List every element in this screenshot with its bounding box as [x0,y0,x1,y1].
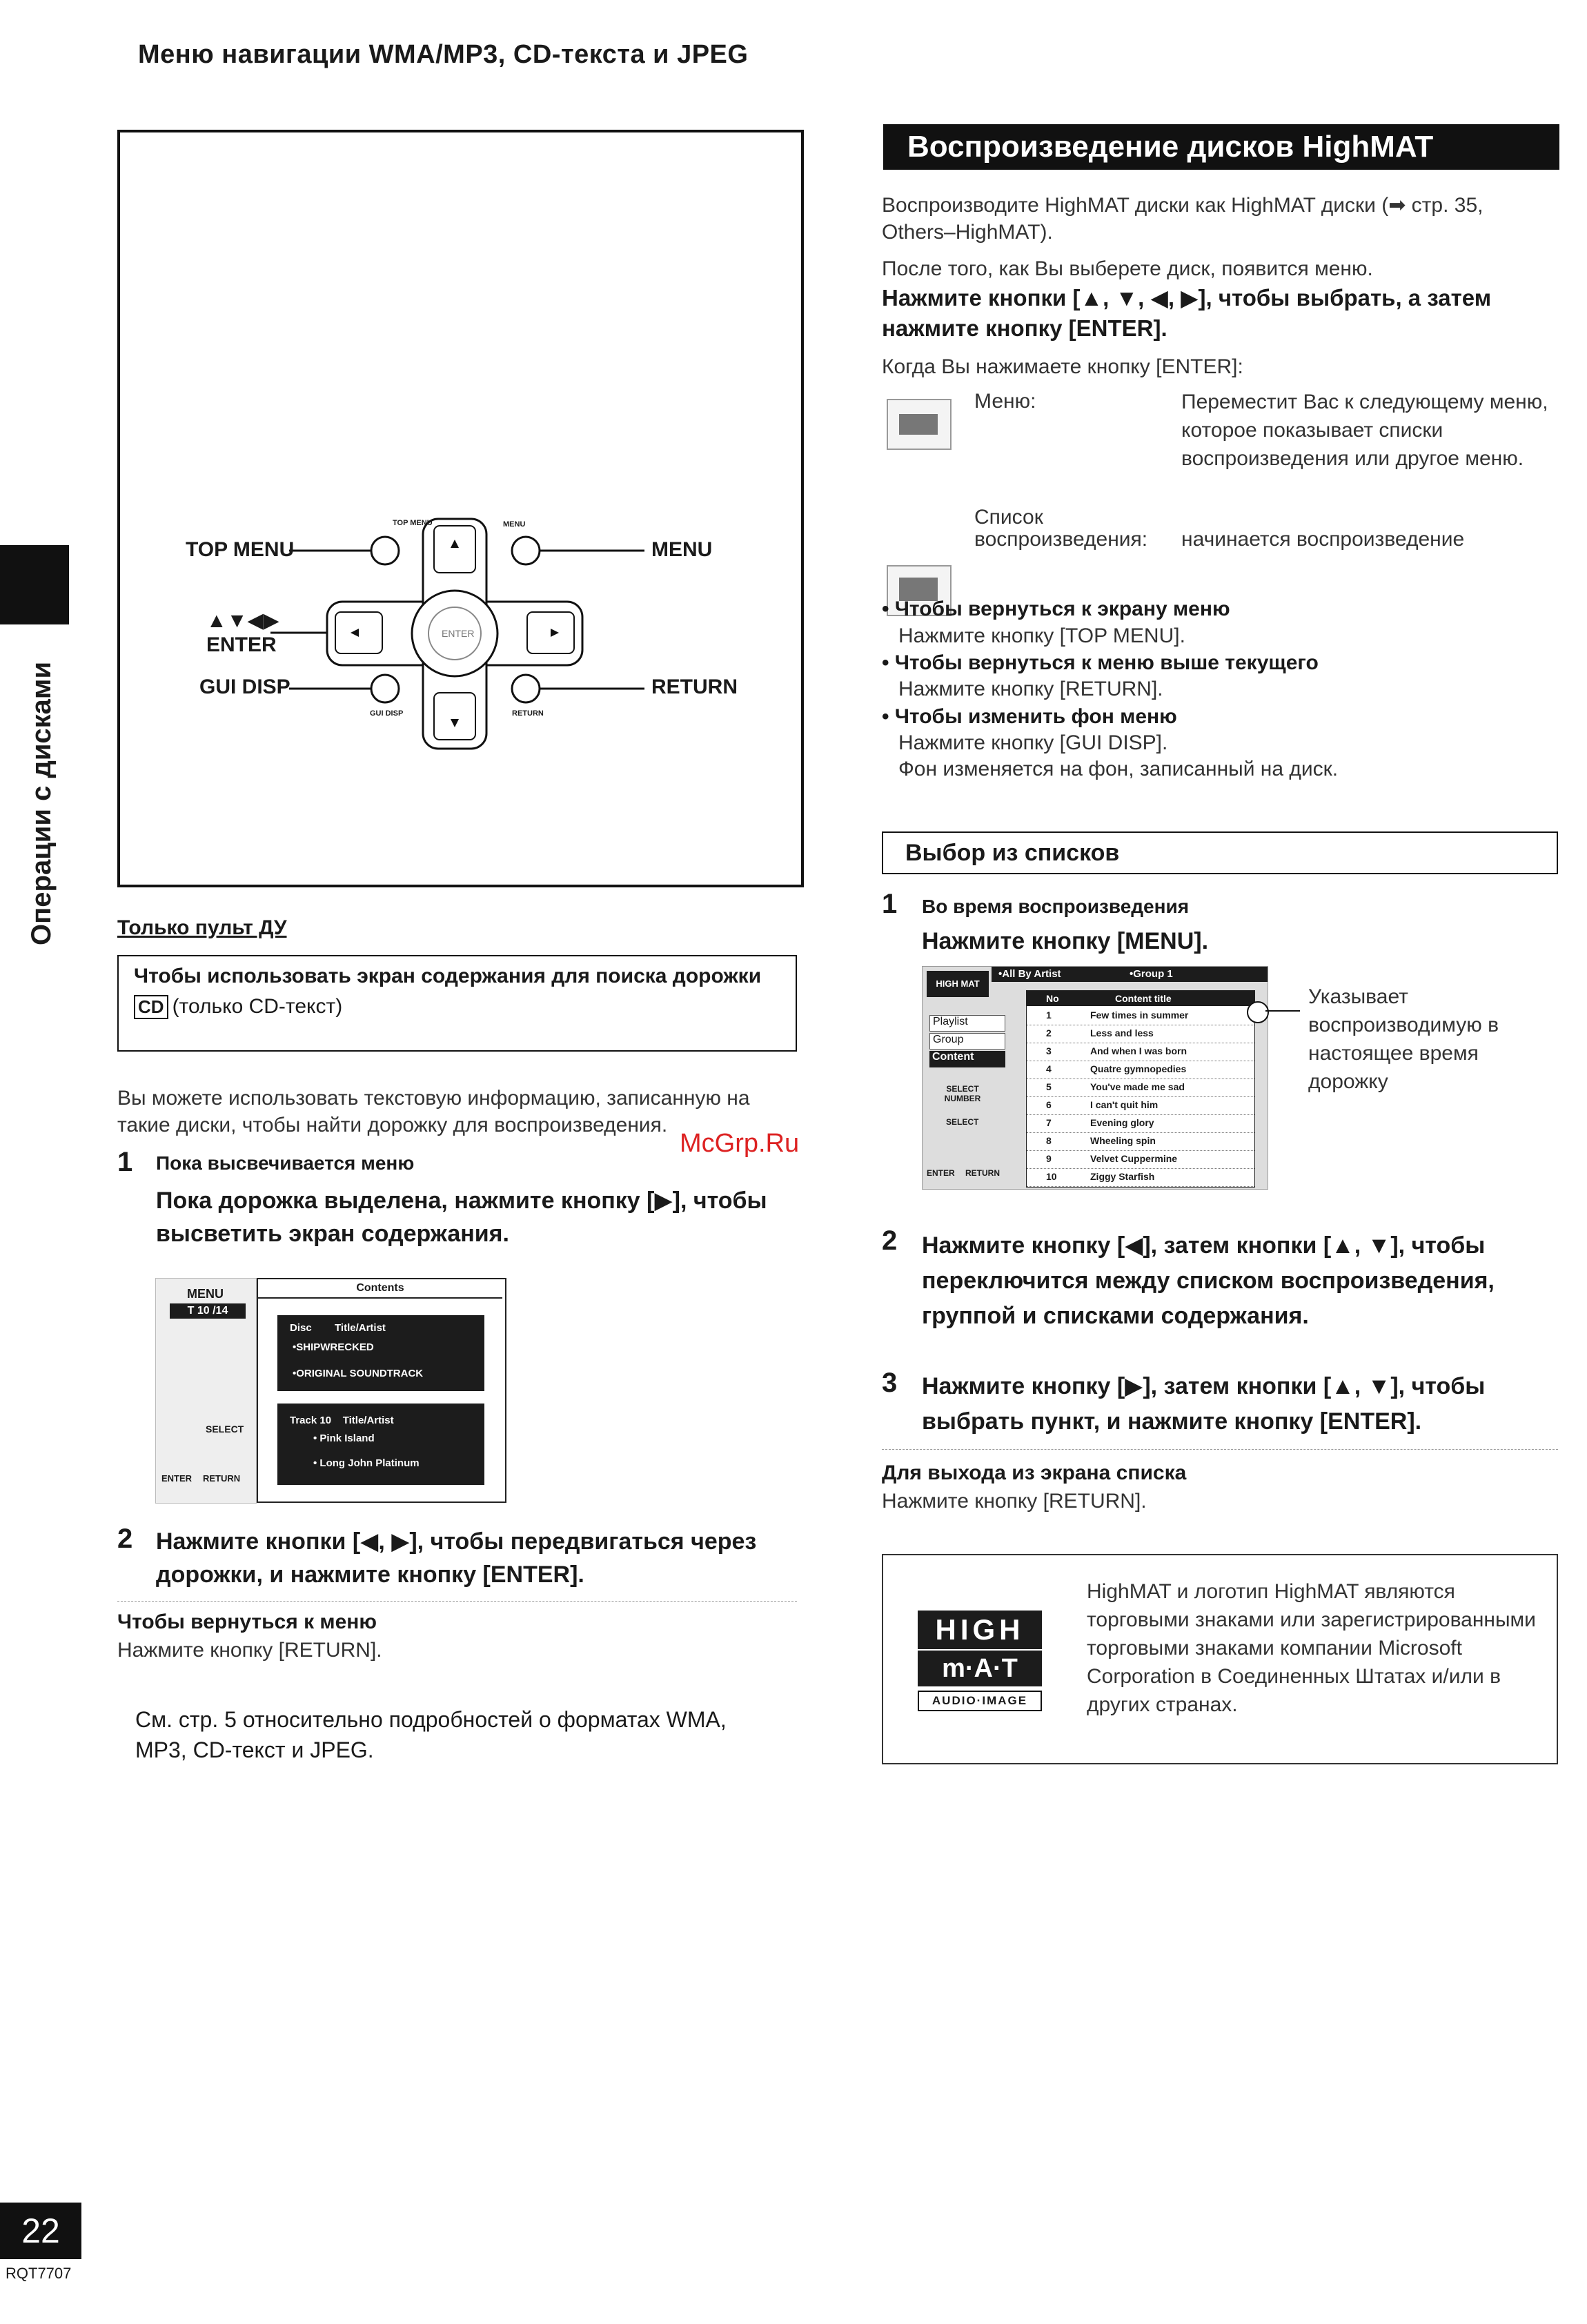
bullet2-body: Нажмите кнопку [RETURN]. [898,678,1163,700]
small-menu: MENU [503,520,526,529]
step1-number: 1 [117,1147,133,1177]
section-list-select: Выбор из списков [882,831,1558,874]
exit-list-body: Нажмите кнопку [RETURN]. [882,1490,1147,1513]
down-key [434,693,475,740]
cd-only-text: (только CD-текст) [172,995,343,1018]
now-playing-callout: Указывает воспроизводимую в настоящее время дорожку [1308,985,1499,1093]
search-info-box [117,955,797,1052]
now-playing-icon [1247,1001,1269,1023]
remote-diagram [120,132,801,885]
small-gui: GUI DISP [370,709,404,718]
cs-return: RETURN [203,1473,241,1484]
label-enter: ENTER [206,633,277,656]
ls-row-number: 5 [1046,1081,1052,1092]
ls-group: •Group 1 [1130,968,1173,980]
rstep2-instruction: Нажмите кнопку [◀], затем кнопки [▲, ▼], чтобы переключится между списком воспроизведения, группой и списками содержания. [922,1232,1495,1329]
cs-track-header: Track 10 Title/Artist [290,1415,394,1426]
ls-all-by-artist: •All By Artist [998,968,1061,980]
ls-row-number: 3 [1046,1045,1052,1056]
label-return: RETURN [651,676,738,698]
row2-label2: воспроизведения: [974,528,1148,551]
rstep3-instruction: Нажмите кнопку [▶], затем кнопки [▲, ▼], чтобы выбрать пункт, и нажмите кнопку [ENTER]. [922,1373,1486,1435]
ls-row[interactable] [1027,1025,1254,1043]
logo-line3: AUDIO·IMAGE [918,1691,1042,1711]
top-menu-button [371,537,399,564]
highmat-p1: Воспроизводите HighMAT диски как HighMAT диски (➡ стр. 35, Others–HighMAT). [882,194,1483,244]
search-title: Чтобы использовать экран содержания для поиска дорожки [134,965,762,987]
side-tab-marker [0,545,69,624]
gui-disp-button [371,675,399,702]
ls-row-title: Quatre gymnopedies [1090,1063,1187,1074]
cs-select: SELECT [206,1424,244,1435]
ls-select-number: SELECT NUMBER [944,1084,981,1103]
ls-row-number: 7 [1046,1117,1052,1128]
ls-table-header [1027,991,1254,1006]
remote-illustration [117,130,804,887]
label-menu: MENU [651,538,713,561]
highmat-p3: Нажмите кнопки [▲, ▼, ◀, ▶], чтобы выбрать, а затем нажмите кнопку [ENTER]. [882,285,1492,341]
bullet3-body2: Фон изменяется на фон, записанный на диск. [898,758,1339,780]
cs-disc-artist: •ORIGINAL SOUNDTRACK [293,1368,424,1379]
row2-text: начинается воспроизведение [1181,528,1465,551]
divider-left [117,1601,797,1602]
cs-menu-label: MENU [187,1287,224,1301]
small-enter: ENTER [442,628,475,639]
bullet3-body1: Нажмите кнопку [GUI DISP]. [898,731,1168,754]
ls-row-title: Velvet Cuppermine [1090,1153,1178,1164]
rstep3-number: 3 [882,1368,898,1398]
label-gui-disp: GUI DISP [199,676,290,698]
bullet2-head: • Чтобы вернуться к меню выше текущего [882,651,1319,674]
up-key [434,526,475,573]
cs-enter: ENTER [161,1473,193,1484]
page-header: Меню навигации WMA/MP3, CD-текста и JPEG [138,40,749,69]
watermark: McGrp.Ru [680,1129,800,1158]
callout-line [1265,1010,1300,1012]
trademark-text: HighMAT и логотип HighMAT являются торговыми знаками или зарегистрированными торговыми знаками компании Microsoft Corporation в Соединенных Штатах и/или в других странах. [1087,1580,1536,1716]
row2-label1: Список [974,506,1043,529]
highmat-p2: После того, как Вы выберете диск, появится меню. [882,257,1373,280]
ls-row-title: And when I was born [1090,1045,1187,1056]
cd-tag: CD [134,995,168,1019]
ls-tab-playlist[interactable]: Playlist [929,1015,1005,1032]
ls-col-title: Content title [1115,993,1172,1004]
rstep1-instruction: Нажмите кнопку [MENU]. [922,928,1209,954]
ls-row-number: 9 [1046,1153,1052,1164]
highmat-logo [918,1611,1042,1714]
ls-row-title: Ziggy Starfish [1090,1171,1155,1182]
ls-tab-content[interactable]: Content [929,1051,1005,1067]
label-top-menu: TOP MENU [186,538,295,561]
return-menu-head: Чтобы вернуться к меню [117,1611,377,1633]
contents-side-panel [155,1278,257,1504]
ls-row[interactable] [1027,1133,1254,1151]
side-tab-label: Операции с дисками [26,661,57,945]
ls-enter: ENTER [927,1168,955,1178]
cs-track-title: • Pink Island [313,1432,375,1444]
ls-row-title: Few times in summer [1090,1010,1189,1021]
ls-row[interactable] [1027,1043,1254,1061]
ls-row-number: 1 [1046,1010,1052,1021]
ls-col-no: No [1046,993,1059,1004]
ls-table [1026,990,1255,1188]
intro-text: Вы можете использовать текстовую информацию, записанную на такие диски, чтобы найти дорожку для воспроизведения. [117,1087,750,1136]
ls-row-title: Less and less [1090,1027,1154,1038]
menu-button [512,537,540,564]
bullet3-head: • Чтобы изменить фон меню [882,705,1177,728]
see-page-note: См. стр. 5 относительно подробностей о форматах WMA, MP3, CD-текст и JPEG. [135,1707,727,1762]
ls-logo: HIGH MAT [927,971,989,997]
ls-select: SELECT [946,1117,979,1127]
contents-screen [257,1278,506,1503]
step1-instruction: Пока дорожка выделена, нажмите кнопку [▶], чтобы высветить экран содержания. [156,1188,767,1247]
ls-row-title: Wheeling spin [1090,1135,1156,1146]
only-remote-label: Только пульт ДУ [117,916,287,939]
cs-disc-title: •SHIPWRECKED [293,1341,374,1353]
ls-row[interactable] [1027,1115,1254,1133]
divider-right [882,1449,1558,1450]
ls-row-number: 6 [1046,1099,1052,1110]
cs-disc-panel [277,1315,484,1391]
ls-row-title: Evening glory [1090,1117,1154,1128]
cs-track-badge: T 10 /14 [170,1303,246,1319]
ls-row-title: I can't quit him [1090,1099,1159,1110]
doc-code: RQT7707 [6,2265,72,2282]
logo-line1: HIGH [918,1611,1042,1649]
cs-title: Contents [258,1279,502,1299]
ls-row[interactable] [1027,1061,1254,1079]
cs-track-artist: • Long John Platinum [313,1457,420,1469]
ls-row-number: 10 [1046,1171,1057,1182]
highmat-p4: Когда Вы нажимаете кнопку [ENTER]: [882,355,1243,378]
step2-instruction: Нажмите кнопки [◀, ▶], чтобы передвигаться через дорожки, и нажмите кнопку [ENTER]. [156,1528,757,1588]
bullet1-body: Нажмите кнопку [TOP MENU]. [898,624,1185,647]
bullet1-head: • Чтобы вернуться к экрану меню [882,598,1230,620]
ls-row[interactable] [1027,1169,1254,1187]
logo-line2: m·A·T [918,1651,1042,1686]
ls-row-number: 2 [1046,1027,1052,1038]
menu-screen-icon-fill [899,414,938,435]
return-menu-body: Нажмите кнопку [RETURN]. [117,1639,382,1662]
search-cd-note [134,995,780,1019]
ls-row[interactable] [1027,1097,1254,1115]
label-arrows: ▲▼◀▶ [206,609,279,632]
small-top-menu: TOP MENU [393,519,433,527]
ls-topbar [992,967,1268,982]
exit-list-head: Для выхода из экрана списка [882,1461,1187,1484]
row1-label: Меню: [974,390,1036,413]
ls-row-number: 8 [1046,1135,1052,1146]
ls-row-number: 4 [1046,1063,1052,1074]
list-screen [922,966,1268,1190]
cs-track-panel [277,1404,484,1485]
ls-rows [1027,1007,1254,1187]
menu-screen-icon [887,399,952,450]
trademark-box [882,1554,1558,1764]
ls-row[interactable] [1027,1151,1254,1169]
return-button [512,675,540,702]
highmat-title: Воспроизведение дисков HighMAT [883,124,1559,170]
ls-row[interactable] [1027,1007,1254,1025]
ls-row[interactable] [1027,1079,1254,1097]
step1-subtitle: Пока высвечивается меню [156,1152,415,1174]
small-return: RETURN [512,709,544,718]
cs-disc-header: Disc Title/Artist [290,1322,386,1334]
step2-number: 2 [117,1524,133,1554]
rstep1-subtitle: Во время воспроизведения [922,896,1190,917]
row1-text: Переместит Вас к следующему меню, которое показывает списки воспроизведения или другое меню. [1181,391,1548,470]
page-number: 22 [0,2203,81,2259]
rstep1-number: 1 [882,889,898,919]
ls-tab-group[interactable]: Group [929,1033,1005,1050]
ls-return: RETURN [965,1168,1000,1178]
rstep2-number: 2 [882,1225,898,1256]
ls-row-title: You've made me sad [1090,1081,1185,1092]
